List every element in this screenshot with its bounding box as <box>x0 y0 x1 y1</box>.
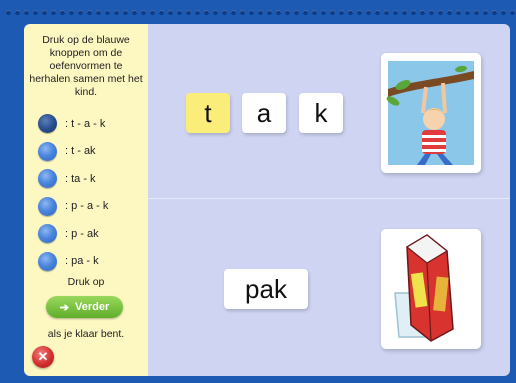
dot <box>303 10 308 15</box>
dot <box>6 10 11 15</box>
letter-tile[interactable] <box>242 93 286 133</box>
close-button[interactable] <box>32 346 54 368</box>
dot <box>258 10 263 15</box>
letter-tile[interactable] <box>299 93 343 133</box>
dot <box>186 10 191 15</box>
dot <box>249 10 254 15</box>
dot <box>402 10 407 15</box>
dot <box>294 10 299 15</box>
dot <box>438 10 443 15</box>
option-label: : p - ak <box>65 227 99 240</box>
letter-tile[interactable] <box>186 93 230 133</box>
dot <box>159 10 164 15</box>
top-bar <box>0 0 516 20</box>
play-option-button[interactable] <box>38 224 57 243</box>
option-label: : t - a - k <box>65 117 106 130</box>
dot <box>465 10 470 15</box>
exercise-options <box>38 110 108 275</box>
dot <box>15 10 20 15</box>
play-option-button[interactable] <box>38 197 57 216</box>
option-row <box>38 193 108 221</box>
dot <box>267 10 272 15</box>
letter-text: k <box>314 97 328 128</box>
dot <box>78 10 83 15</box>
letter-text: t <box>204 97 212 128</box>
dot <box>339 10 344 15</box>
dot <box>420 10 425 15</box>
dot <box>312 10 317 15</box>
play-option-button[interactable] <box>38 114 57 133</box>
option-label: : pa - k <box>65 255 99 268</box>
dot <box>501 10 506 15</box>
dot <box>132 10 137 15</box>
exercise-area <box>148 24 510 376</box>
dot <box>213 10 218 15</box>
dot <box>384 10 389 15</box>
arrow-right-icon: ➔ <box>59 301 69 314</box>
dot <box>177 10 182 15</box>
play-option-button[interactable] <box>38 169 57 188</box>
dot <box>24 10 29 15</box>
option-row <box>38 248 108 276</box>
dot <box>87 10 92 15</box>
dot <box>51 10 56 15</box>
dot <box>69 10 74 15</box>
dot <box>456 10 461 15</box>
dot <box>492 10 497 15</box>
juice-carton-and-glass-icon <box>381 229 481 349</box>
option-row <box>38 165 108 193</box>
option-label: : p - a - k <box>65 200 109 213</box>
dot <box>285 10 290 15</box>
dot <box>168 10 173 15</box>
dot <box>411 10 416 15</box>
dot <box>123 10 128 15</box>
dot <box>231 10 236 15</box>
instruction-text: Druk op de blauwe knoppen om de oefenvormen te herhalen samen met het kind. <box>29 34 143 98</box>
druk-op-text: Druk op <box>67 276 105 288</box>
klaar-text: als je klaar bent. <box>47 328 125 340</box>
dot <box>357 10 362 15</box>
section-divider <box>148 198 510 199</box>
dot <box>33 10 38 15</box>
option-label: : ta - k <box>65 172 96 185</box>
word-text: pak <box>245 273 287 304</box>
dot <box>195 10 200 15</box>
dot <box>474 10 479 15</box>
dot <box>60 10 65 15</box>
dot <box>429 10 434 15</box>
picture-card[interactable] <box>381 53 481 173</box>
dot <box>321 10 326 15</box>
dot <box>393 10 398 15</box>
option-label: : t - ak <box>65 145 96 158</box>
close-icon: ✕ <box>37 349 49 364</box>
word-tile[interactable] <box>224 269 308 309</box>
child-hanging-on-branch-icon <box>381 53 481 173</box>
dot <box>150 10 155 15</box>
dot <box>141 10 146 15</box>
dot <box>105 10 110 15</box>
dot <box>330 10 335 15</box>
verder-button[interactable] <box>46 296 123 318</box>
picture-card[interactable] <box>381 229 481 349</box>
dot <box>204 10 209 15</box>
dot <box>375 10 380 15</box>
dot <box>114 10 119 15</box>
play-option-button[interactable] <box>38 142 57 161</box>
verder-label: Verder <box>74 301 110 313</box>
dot <box>276 10 281 15</box>
dot <box>96 10 101 15</box>
play-option-button[interactable] <box>38 252 57 271</box>
letter-text: a <box>256 97 272 128</box>
option-row <box>38 138 108 166</box>
dot <box>510 10 515 15</box>
dot <box>348 10 353 15</box>
dot <box>42 10 47 15</box>
instruction-panel <box>24 24 148 376</box>
option-row <box>38 220 108 248</box>
option-row <box>38 110 108 138</box>
dot <box>483 10 488 15</box>
dot <box>222 10 227 15</box>
dot <box>366 10 371 15</box>
decorative-dots <box>6 10 516 15</box>
dot <box>447 10 452 15</box>
dot <box>240 10 245 15</box>
